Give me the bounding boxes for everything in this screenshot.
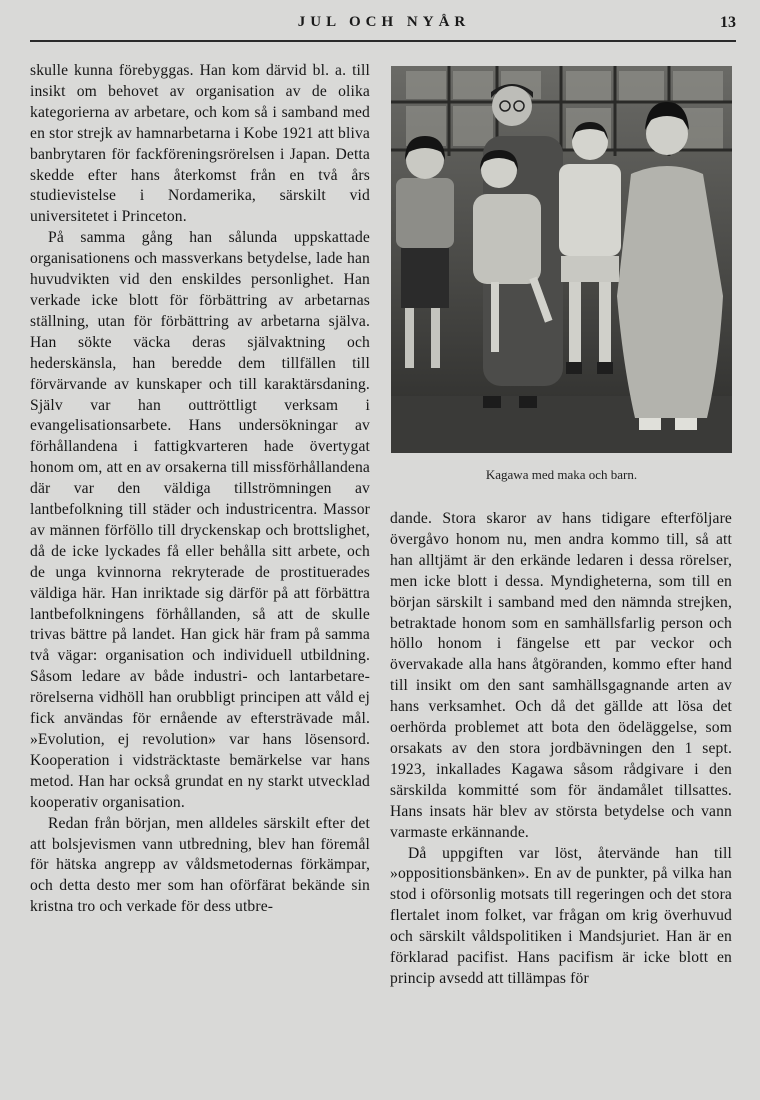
paragraph: Redan från början, men alldeles särskilt efter det att bolsjevismen vann utbredning, blev han föremål för hätska angrepp av våldsmetodernas förkämpar, och detta desto mer som han oförfärat bekände sin kristna tro och verkade för dess utbre-	[30, 814, 370, 916]
header-rule	[30, 40, 736, 42]
right-column	[390, 509, 732, 990]
paragraph: skulle kunna förebyggas. Han kom därvid bl. a. till insikt om behovet av organisation av de olika kategorierna av arbetare, och kom så i samband med en stor strejk av hamnarbetarna i Kobe 1921 att bliva banbrytaren för fackföreningsrörelsen i Japan. Detta skedde efter hans återkomst från en två års studievistelse i Nordamerika, särskilt vid universitetet i Princeton.	[30, 62, 370, 226]
family-photo	[391, 66, 732, 453]
page-number: 13	[720, 14, 736, 31]
photo-caption: Kagawa med maka och barn.	[485, 467, 638, 482]
paragraph: På samma gång han sålunda uppskattade organisationens och massverkans betydelse, lade han huvudvikten vid den enskildes personlighet. Han verkade icke blott för förbättring av arbetarnas ställning, utan för förbättring av arbetarna själva. Han sökte väcka deras självaktning och hederskänsla, han beredde dem tillfällen till förvärvande av kunskaper och till karaktärsdaning. Själv var han outtröttligt verksam i evangelisationsarbete. Hans undersökningar av förhållandena i fattigkvarteren hade övertygat honom om, att en av orsakerna till missförhållandena där var den väldiga tillströmningen av lantbefolkning till städer och industricentra. Massor av männen förföllo till dryckenskap och brottslighet, då de icke lyckades få eller behålla sitt arbete, och de unga kvinnorna rekryterade de prostituerades väldiga här. Han inriktade sig därför på att förbättra lantbefolkningens förhållanden, så att de skulle trivas bättre på landet. Han gick här fram på samma två vägar: organisation och individuell utbildning. Såsom ledare av både industri- och lantarbetare-rörelserna vidhöll han orubbligt principen att våld ej fick användas för ernående av eftersträvade mål. »Evolution, ej revolution» var hans lösensord. Kooperation i vidsträcktaste bemärkelse var hans metod. Han har också grundat en ny starkt utvecklad kooperativ organisation.	[30, 229, 370, 811]
family-photo-illustration	[391, 66, 732, 453]
paragraph: dande. Stora skaror av hans tidigare efterföljare övergåvo honom nu, men andra kommo till, så att han alltjämt är den erkände ledaren i dessa rörelser, men icke blott i dessa. Myndigheterna, som till en början särskilt i samband med den nämnda strejken, betraktade honom som en samhällsfarlig person och höllo honom i fängelse ett par veckor och övervakade alla hans åtgöranden, kommo efter hand till insikt om den sant samhällsgagnande arten av hans verksamhet. Och då det gällde att lösa det oerhörda problemet att bota den ödeläggelse, som orsakats av den stora jordbävningen den 1 sept. 1923, inkallades Kagawa såsom rådgivare i den särskilda kommitté som för ändamålet tillsattes. Hans insats här blev av största betydelse och vann varmaste erkännande.	[390, 510, 732, 841]
running-head	[30, 12, 738, 36]
paragraph: Då uppgiften var löst, återvände han till »oppositionsbänken». En av de punkter, på vilka han stod i oförsonlig motsats till regeringen och det stora flertalet inom folket, var frågan om krig överhuvud och särskilt våldspolitiken i Mandsjuriet. Han är en förklarad pacifist. Hans pacifism är icke blott en princip avsedd att tillämpas för	[390, 844, 732, 987]
running-title: JUL OCH NYÅR	[297, 14, 471, 30]
left-column	[30, 61, 370, 918]
